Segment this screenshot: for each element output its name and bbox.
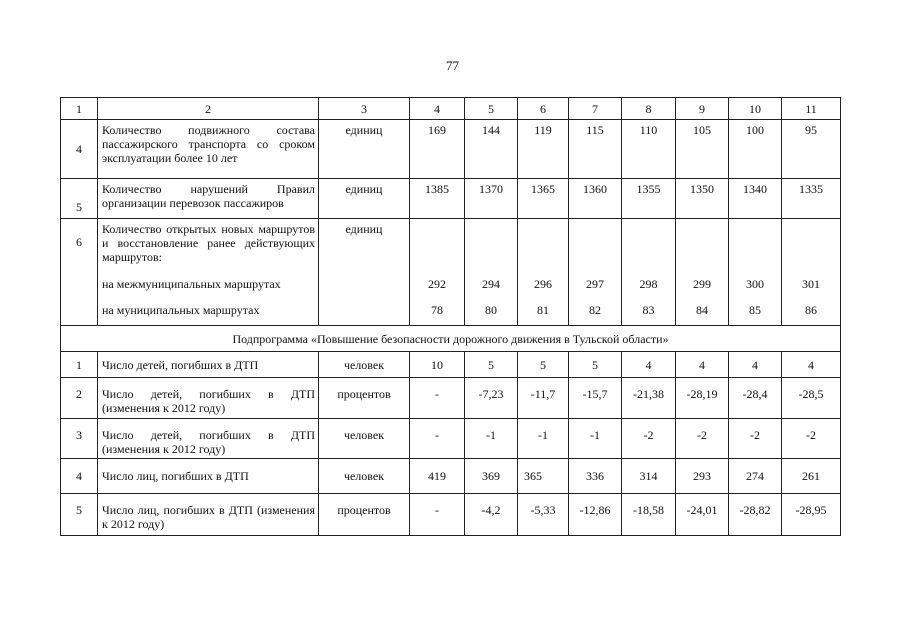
value-cell: -2: [782, 419, 841, 459]
value-cell: 100: [729, 120, 782, 179]
value-cell: -: [410, 419, 465, 459]
indicators-table: [60, 97, 841, 536]
value-cell: 298: [639, 277, 658, 291]
value-cell: 365: [518, 459, 569, 494]
value-cell: 78: [431, 303, 443, 317]
value-cell: -1: [465, 419, 518, 459]
value-cell-pair: [622, 219, 676, 326]
value-cell-pair: [569, 219, 622, 326]
value-cell: 274: [729, 459, 782, 494]
value-cell: -28,4: [729, 378, 782, 419]
indicator-name: Количество подвижного состава пассажирского транспорта со сроком эксплуатации более 10 лет: [98, 120, 319, 179]
value-cell: 296: [534, 277, 552, 291]
header-cell: 5: [465, 98, 518, 120]
section-title: Подпрограмма «Повышение безопасности дорожного движения в Тульской области»: [61, 326, 841, 352]
value-cell: -4,2: [465, 494, 518, 536]
value-cell: 144: [465, 120, 518, 179]
unit-cell: процентов: [319, 494, 410, 536]
value-cell: 81: [537, 303, 549, 317]
value-cell: -24,01: [676, 494, 729, 536]
value-cell: 85: [749, 303, 761, 317]
value-cell: -1: [518, 419, 569, 459]
indicator-name: Количество открытых новых маршрутов и восстановление ранее действующих маршрутов:: [102, 222, 315, 264]
value-cell: -28,82: [729, 494, 782, 536]
value-cell: 5: [569, 352, 622, 378]
value-cell: 314: [622, 459, 676, 494]
value-cell: 297: [586, 277, 604, 291]
value-cell-pair: [729, 219, 782, 326]
value-cell: 4: [729, 352, 782, 378]
value-cell: 86: [805, 303, 817, 317]
indicator-name: Число лиц, погибших в ДТП: [98, 459, 319, 494]
value-cell: -2: [729, 419, 782, 459]
value-cell: 294: [482, 277, 500, 291]
value-cell: -7,23: [465, 378, 518, 419]
row-number: 5: [61, 179, 98, 219]
value-cell: 95: [782, 120, 841, 179]
value-cell: 299: [693, 277, 711, 291]
value-cell: 84: [696, 303, 708, 317]
row-number: 3: [61, 419, 98, 459]
value-cell: -: [410, 494, 465, 536]
header-cell: 3: [319, 98, 410, 120]
value-cell: 1350: [676, 179, 729, 219]
value-cell: 119: [518, 120, 569, 179]
value-cell: 1385: [410, 179, 465, 219]
value-cell: -5,33: [518, 494, 569, 536]
value-cell: -28,5: [782, 378, 841, 419]
row-number: 4: [61, 459, 98, 494]
value-cell: 4: [622, 352, 676, 378]
unit-cell: процентов: [319, 378, 410, 419]
unit-cell: человек: [319, 352, 410, 378]
table-row: [61, 352, 841, 378]
unit-cell: единиц: [319, 219, 410, 326]
indicator-name: Число детей, погибших в ДТП: [98, 352, 319, 378]
value-cell: -2: [622, 419, 676, 459]
value-cell: 369: [465, 459, 518, 494]
value-cell: 301: [802, 277, 820, 291]
header-cell: 4: [410, 98, 465, 120]
header-cell: 1: [61, 98, 98, 120]
value-cell: 1370: [465, 179, 518, 219]
value-cell: 419: [410, 459, 465, 494]
unit-cell: человек: [319, 459, 410, 494]
header-cell: 8: [622, 98, 676, 120]
row-number: 6: [61, 219, 98, 326]
value-cell: 82: [589, 303, 601, 317]
value-cell-pair: [518, 219, 569, 326]
indicator-name: Число лиц, погибших в ДТП (изменения к 2012 году): [98, 494, 319, 536]
value-cell: 1365: [518, 179, 569, 219]
value-cell: 5: [518, 352, 569, 378]
value-cell-pair: [410, 219, 465, 326]
value-cell: -12,86: [569, 494, 622, 536]
value-cell: 105: [676, 120, 729, 179]
value-cell: -28,95: [782, 494, 841, 536]
indicator-name: Число детей, погибших в ДТП (изменения к 2012 году): [98, 419, 319, 459]
value-cell: 293: [676, 459, 729, 494]
value-cell: -: [410, 378, 465, 419]
value-cell: 5: [465, 352, 518, 378]
row-number: 4: [61, 120, 98, 179]
page-number: 77: [446, 58, 459, 73]
row-number: 5: [61, 494, 98, 536]
value-cell: 110: [622, 120, 676, 179]
table-row: [61, 179, 841, 219]
value-cell: 1360: [569, 179, 622, 219]
value-cell-pair: [465, 219, 518, 326]
unit-cell: единиц: [319, 120, 410, 179]
value-cell: 292: [428, 277, 446, 291]
table-row: [61, 120, 841, 179]
value-cell: 115: [569, 120, 622, 179]
value-cell: -18,58: [622, 494, 676, 536]
value-cell: 4: [676, 352, 729, 378]
value-cell: 300: [746, 277, 764, 291]
section-row: [61, 326, 841, 352]
header-cell: 2: [98, 98, 319, 120]
indicator-name: Число детей, погибших в ДТП (изменения к 2012 году): [98, 378, 319, 419]
value-cell: 1340: [729, 179, 782, 219]
table-row: [61, 494, 841, 536]
value-cell: 336: [569, 459, 622, 494]
indicator-name-block: [98, 219, 319, 326]
value-cell: -15,7: [569, 378, 622, 419]
header-cell: 6: [518, 98, 569, 120]
value-cell: -21,38: [622, 378, 676, 419]
table-row: [61, 219, 841, 326]
value-cell: 10: [410, 352, 465, 378]
value-cell: 80: [485, 303, 497, 317]
value-cell: -2: [676, 419, 729, 459]
value-cell: 4: [782, 352, 841, 378]
row-number: 2: [61, 378, 98, 419]
value-cell: 169: [410, 120, 465, 179]
value-cell: 1355: [622, 179, 676, 219]
value-cell-pair: [782, 219, 841, 326]
value-cell: 261: [782, 459, 841, 494]
header-cell: 10: [729, 98, 782, 120]
table-row: [61, 378, 841, 419]
unit-cell: человек: [319, 419, 410, 459]
table-header-row: [61, 98, 841, 120]
table-row: [61, 419, 841, 459]
subindicator-name: на муниципальных маршрутах: [102, 303, 260, 317]
value-cell-pair: [676, 219, 729, 326]
unit-cell: единиц: [319, 179, 410, 219]
subindicator-name: на межмуниципальных маршрутах: [102, 277, 281, 291]
table-row: [61, 459, 841, 494]
value-cell: 83: [642, 303, 655, 317]
value-cell: -11,7: [518, 378, 569, 419]
value-cell: -28,19: [676, 378, 729, 419]
header-cell: 7: [569, 98, 622, 120]
row-number: 1: [61, 352, 98, 378]
indicator-name: Количество нарушений Правил организации перевозок пассажиров: [98, 179, 319, 219]
header-cell: 9: [676, 98, 729, 120]
header-cell: 11: [782, 98, 841, 120]
value-cell: 1335: [782, 179, 841, 219]
value-cell: -1: [569, 419, 622, 459]
